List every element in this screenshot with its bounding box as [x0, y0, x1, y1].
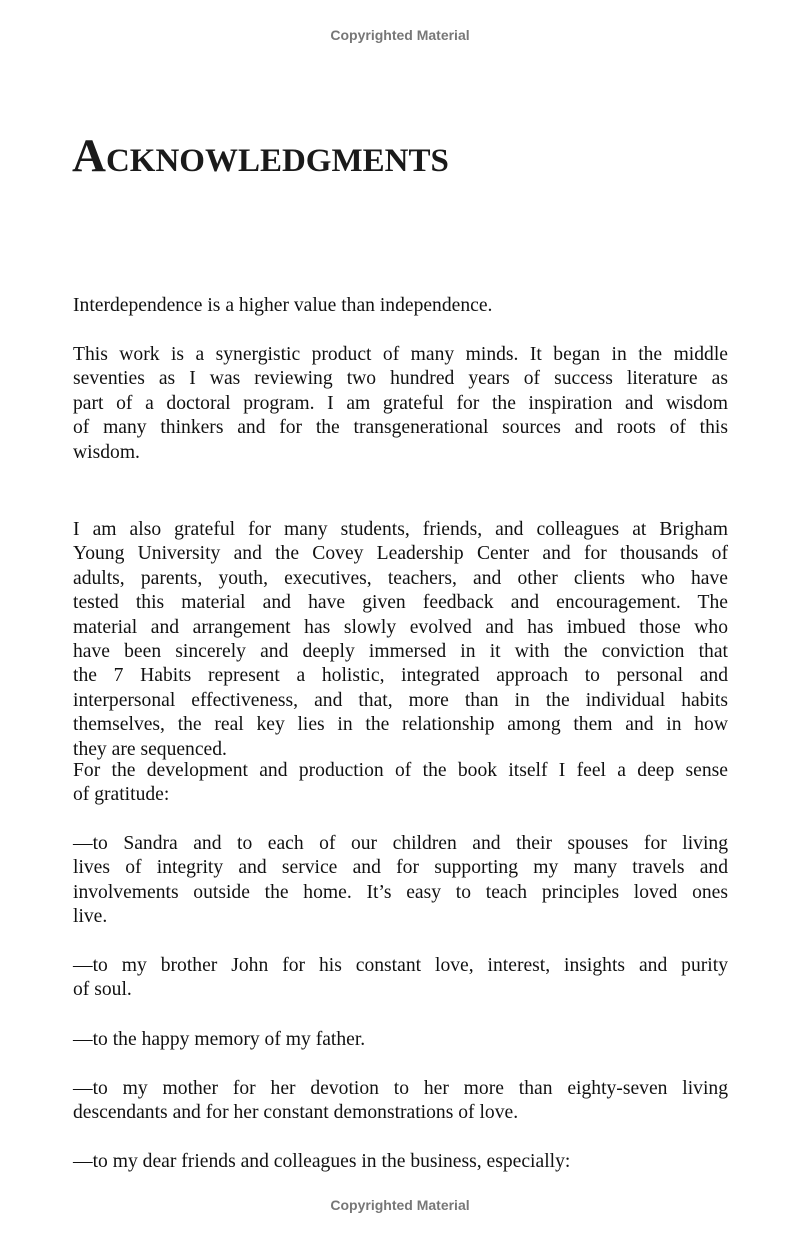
paragraph [73, 294, 728, 318]
text-line: For the development and production of the book itself I feel a deep sense [73, 760, 728, 781]
copyright-header: Copyrighted Material [330, 27, 470, 43]
paragraph [73, 1077, 728, 1126]
text-line: wisdom. [73, 441, 140, 463]
text-line: of many thinkers and for the transgenerational sources and roots of this [73, 417, 728, 439]
paragraph [73, 1028, 728, 1052]
paragraph [73, 832, 728, 930]
text-line: interpersonal effectiveness, and that, more than in the individual habits [73, 689, 728, 711]
text-line: material and arrangement has slowly evolved and has imbued those who [73, 616, 728, 638]
text-line: have been sincerely and deeply immersed in it with the conviction that [73, 641, 728, 663]
text-line: the 7 Habits represent a holistic, integrated approach to personal and [73, 665, 728, 687]
text-line: Interdependence is a higher value than independence. [73, 295, 493, 316]
paragraph [73, 1150, 728, 1174]
text-line: —to my dear friends and colleagues in the business, especially: [73, 1151, 571, 1172]
text-line: adults, parents, youth, executives, teachers, and other clients who have [73, 567, 728, 589]
paragraph [73, 343, 728, 465]
paragraph [73, 759, 728, 808]
text-line: Young University and the Covey Leadership Center and for thousands of [73, 543, 728, 565]
paragraph [73, 518, 728, 762]
text-line: —to Sandra and to each of our children and their spouses for living [73, 833, 728, 854]
text-line: tested this material and have given feedback and encouragement. The [73, 592, 728, 614]
paragraph [73, 954, 728, 1003]
text-line: of soul. [73, 979, 132, 1001]
text-line: —to my mother for her devotion to her more than eighty-seven living [73, 1078, 728, 1099]
text-line: they are sequenced. [73, 738, 227, 760]
text-line: seventies as I was reviewing two hundred years of success literature as [73, 368, 728, 390]
text-line: lives of integrity and service and for supporting my many travels and [73, 857, 728, 879]
text-line: This work is a synergistic product of many minds. It began in the middle [73, 344, 728, 365]
text-line: I am also grateful for many students, friends, and colleagues at Brigham [73, 519, 728, 540]
page-title: Acknowledgments [72, 130, 449, 182]
text-line: descendants and for her constant demonstrations of love. [73, 1102, 519, 1124]
text-line: part of a doctoral program. I am grateful for the inspiration and wisdom [73, 392, 728, 414]
text-line: involvements outside the home. It’s easy to teach principles loved ones [73, 881, 728, 903]
text-line: of gratitude: [73, 784, 170, 806]
text-line: —to my brother John for his constant love, interest, insights and purity [73, 955, 728, 976]
text-line: —to the happy memory of my father. [73, 1029, 366, 1050]
text-line: themselves, the real key lies in the relationship among them and in how [73, 714, 728, 736]
copyright-footer: Copyrighted Material [330, 1197, 470, 1213]
text-line: live. [73, 906, 108, 928]
